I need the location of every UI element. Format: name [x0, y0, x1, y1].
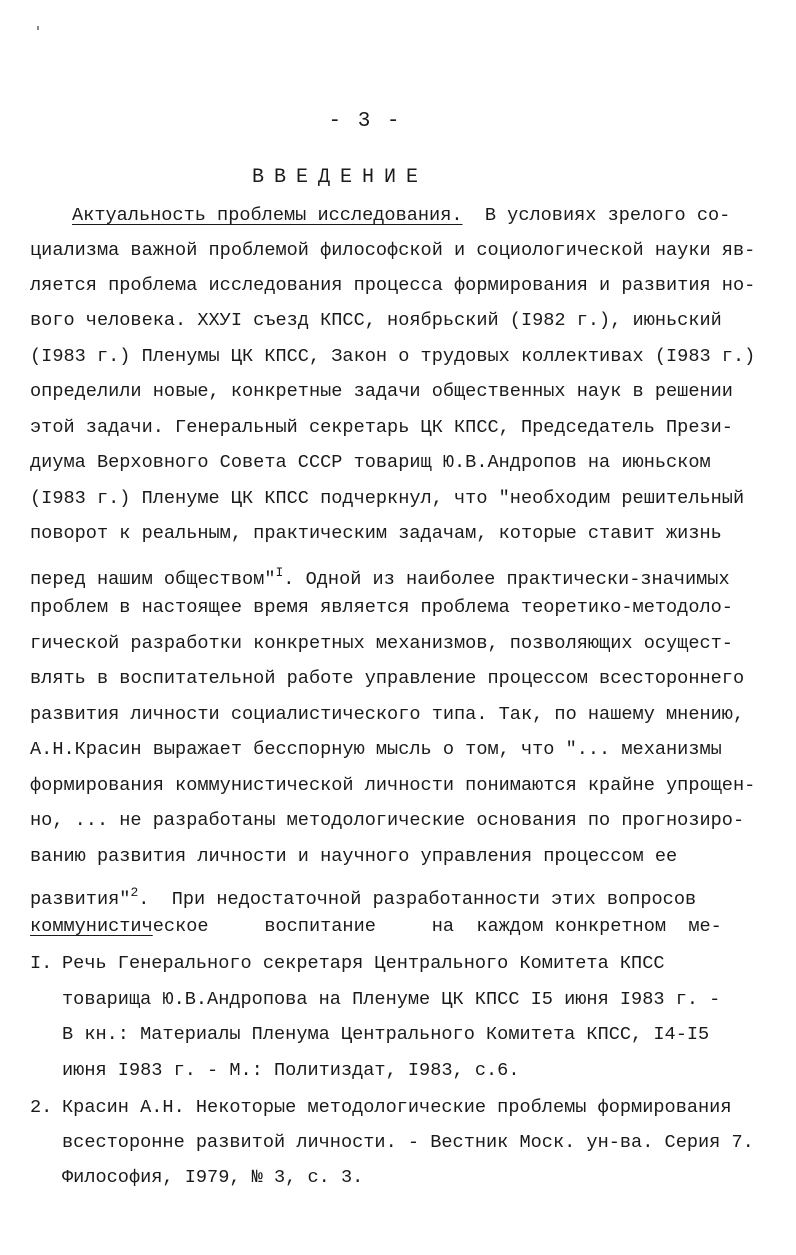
paragraph-line: поворот к реальным, практическим задачам, которые ставит жизнь [30, 523, 722, 544]
footnote-line: июня I983 г. - М.: Политиздат, I983, с.6. [62, 1060, 520, 1081]
paragraph-line [30, 561, 750, 590]
paragraph-line: влять в воспитательной работе управление процессом всестороннего [30, 668, 745, 689]
paragraph-line [72, 204, 792, 230]
footnote-line: Красин А.Н. Некоторые методологические проблемы формирования [62, 1097, 732, 1118]
footnote-marker: 2. [30, 1097, 53, 1118]
paragraph-line: развития личности социалистического типа. Так, по нашему мнению, [30, 704, 745, 725]
footnote-marker: I. [30, 953, 53, 974]
paragraph-line [30, 881, 750, 910]
paragraph-line: А.Н.Красин выражает бесспорную мысль о том, что "... механизмы [30, 739, 722, 760]
paragraph-line: ванию развития личности и научного управления процессом ее [30, 846, 678, 867]
line-text: перед нашим обществом" [30, 569, 276, 590]
footnote-line: Речь Генерального секретаря Центрального Комитета КПСС [62, 953, 665, 974]
scan-mark [37, 26, 39, 30]
paragraph-line: вого человека. XXУI съезд КПСС, ноябрьский (I982 г.), июньский [30, 310, 722, 331]
underlined-text: коммунистич [30, 916, 153, 937]
footnote-line: всесторонне развитой личности. - Вестник Моск. ун-ва. Серия 7. [62, 1132, 754, 1153]
paragraph-line: формирования коммунистической личности понимаются крайне упрощен- [30, 775, 756, 796]
footnote-line: товарища Ю.В.Андропова на Пленуме ЦК КПСС I5 июня I983 г. - [62, 989, 721, 1010]
line-text: еское воспитание на каждом конкретном ме- [152, 916, 722, 937]
paragraph-line: но, ... не разработаны методологические основания по прогнозиро- [30, 810, 745, 831]
paragraph-line: (I983 г.) Пленумы ЦК КПСС, Закон о трудовых коллективах (I983 г.) [30, 346, 756, 367]
paragraph-line: циализма важной проблемой философской и социологической науки яв- [30, 240, 756, 261]
paragraph-line: диума Верховного Совета СССР товарищ Ю.В.Андропов на июньском [30, 452, 711, 473]
paragraph-line [30, 915, 750, 941]
paragraph-line: ляется проблема исследования процесса формирования и развития но- [30, 275, 756, 296]
paragraph-line: (I983 г.) Пленуме ЦК КПСС подчеркнул, что "необходим решительный [30, 488, 745, 509]
section-title: ВВЕДЕНИЕ [251, 166, 428, 189]
section-subheading: Актуальность проблемы исследования. [72, 205, 463, 226]
footnote-ref: I [275, 565, 284, 580]
line-text: развития" [30, 889, 131, 910]
page-number: - 3 - [328, 110, 402, 133]
paragraph-line: этой задачи. Генеральный секретарь ЦК КПСС, Председатель Прези- [30, 417, 733, 438]
paragraph-line: определили новые, конкретные задачи общественных наук в решении [30, 381, 733, 402]
footnote-line: В кн.: Материалы Пленума Центрального Комитета КПСС, I4-I5 [62, 1024, 710, 1045]
footnote-ref: 2 [130, 885, 139, 900]
paragraph-line: проблем в настоящее время является проблема теоретико-методоло- [30, 597, 733, 618]
paragraph-line: гической разработки конкретных механизмов, позволяющих осущест- [30, 633, 733, 654]
line-text: . Одной из наиболее практически-значимых [283, 569, 730, 590]
line-text: . При недостаточной разработанности этих вопросов [138, 889, 697, 910]
footnote-line: Философия, I979, № 3, с. 3. [62, 1167, 364, 1188]
line-text: В условиях зрелого со- [462, 205, 731, 226]
